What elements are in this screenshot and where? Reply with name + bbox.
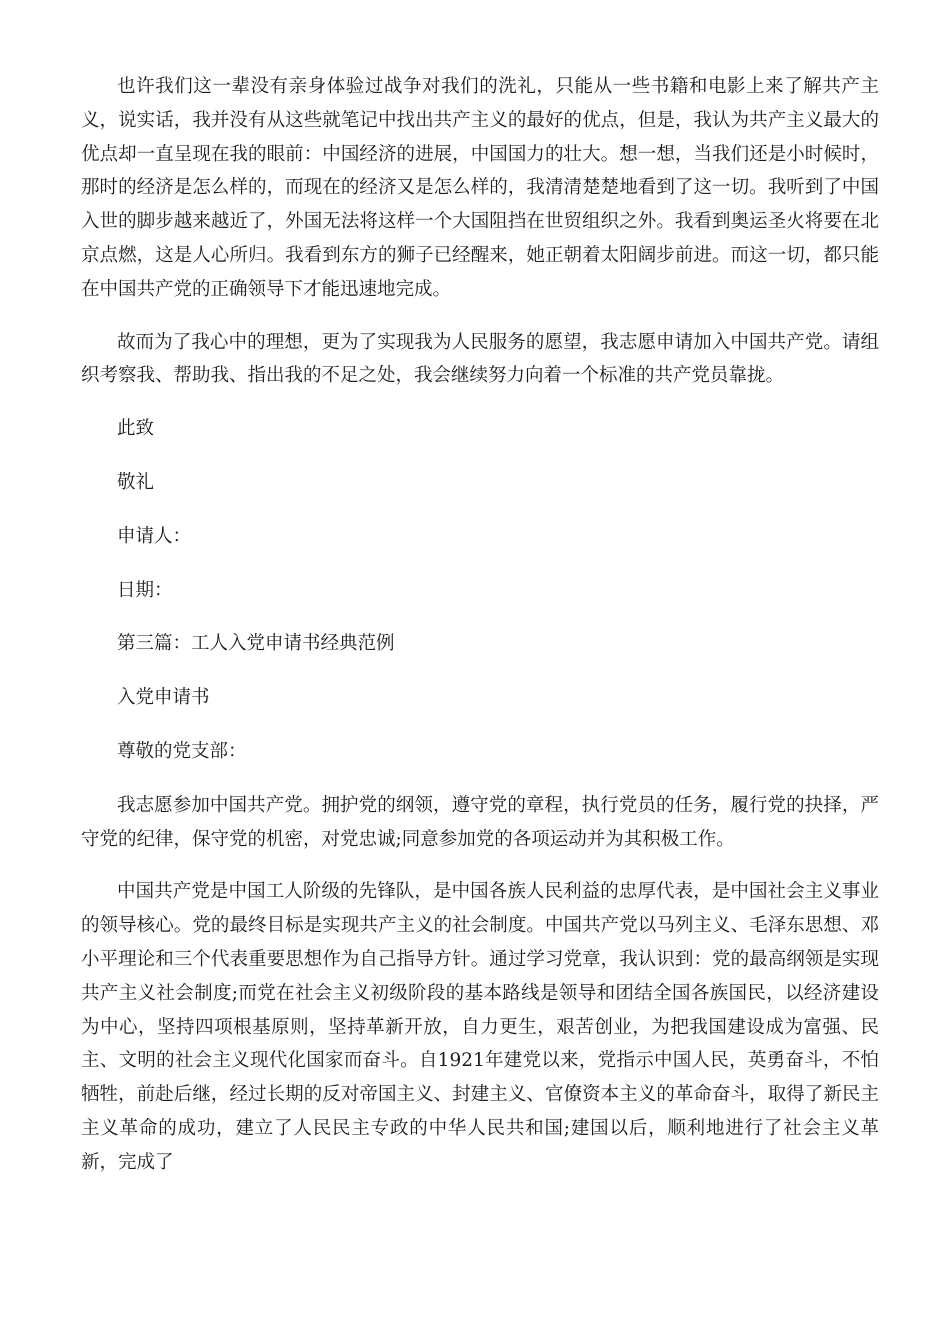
closing-jingli: 敬礼	[117, 471, 155, 493]
applicant-label: 申请人：	[117, 525, 192, 547]
date-label: 日期：	[117, 579, 173, 601]
closing-cizhi: 此致	[117, 418, 155, 440]
paragraph-party-description: 中国共产党是中国工人阶级的先锋队，是中国各族人民利益的忠厚代表，是中国社会主义事业的领导核心。党的最终目标是实现共产主义的社会制度。中国共产党以马列主义、毛泽东思想、邓小平理论和三个代表重要思想作为自己指导方针。通过学习党章，我认识到：党的最高纲领是实现共产主义社会制度;而党在社会主义初级阶段的基本路线是领导和团结全国各族国民，以经济建设为中心，坚持四项根基原则，坚持革新开放，自力更生，艰苦创业，为把我国建设成为富强、民主、文明的社会主义现代化国家而奋斗。自1921年建党以来，党指示中国人民，英勇奋斗，不怕牺牲，前赴后继，经过长期的反对帝国主义、封建主义、官僚资本主义的革命奋斗，取得了新民主主义革命的成功，建立了人民民主专政的中华人民共和国;建国以后，顺利地进行了社会主义革新，完成了	[81, 881, 879, 1173]
salutation: 尊敬的党支部：	[117, 740, 247, 762]
paragraph-application-wish: 故而为了我心中的理想，更为了实现我为人民服务的愿望，我志愿申请加入中国共产党。请组织考察我、帮助我、指出我的不足之处，我会继续努力向着一个标准的共产党员靠拢。	[81, 331, 879, 387]
document-page	[81, 70, 879, 1199]
section-heading: 第三篇：工人入党申请书经典范例	[117, 633, 395, 655]
document-title: 入党申请书	[117, 687, 210, 709]
paragraph-pledge: 我志愿参加中国共产党。拥护党的纲领，遵守党的章程，执行党员的任务，履行党的抉择，严守党的纪律，保守党的机密，对党忠诚;同意参加党的各项运动并为其积极工作。	[81, 794, 879, 850]
paragraph-experience: 也许我们这一辈没有亲身体验过战争对我们的洗礼，只能从一些书籍和电影上来了解共产主义，说实话，我并没有从这些就笔记中找出共产主义的最好的优点，但是，我认为共产主义最大的优点却一直呈现在我的眼前：中国经济的进展，中国国力的壮大。想一想，当我们还是小时候时，那时的经济是怎么样的，而现在的经济又是怎么样的，我清清楚楚地看到了这一切。我听到了中国入世的脚步越来越近了，外国无法将这样一个大国阻挡在世贸组织之外。我看到奥运圣火将要在北京点燃，这是人心所归。我看到东方的狮子已经醒来，她正朝着太阳阔步前进。而这一切，都只能在中国共产党的正确领导下才能迅速地完成。	[81, 76, 879, 300]
